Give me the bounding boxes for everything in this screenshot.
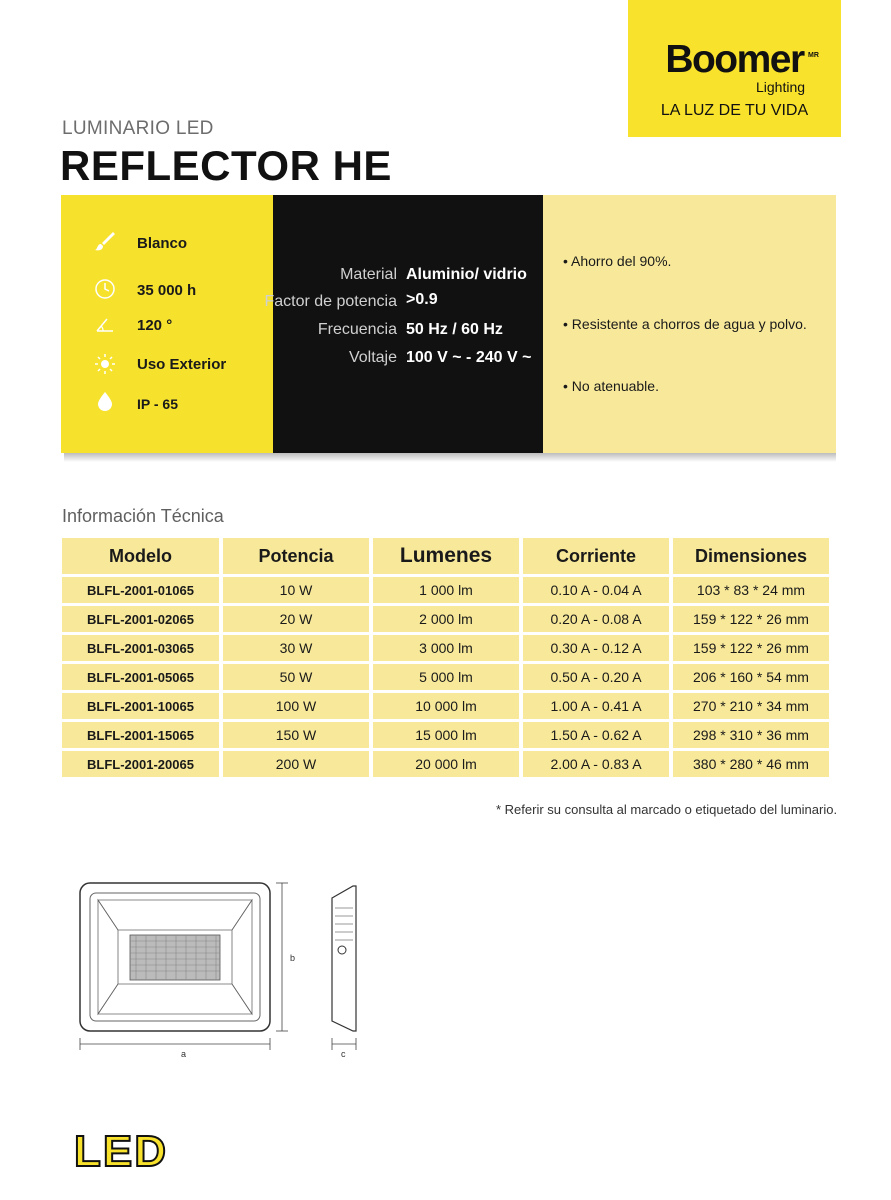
spec-table: [62, 535, 829, 780]
cell-dimensions: 159 * 122 * 26 mm: [669, 606, 829, 632]
table-row: [62, 751, 829, 777]
clock-icon: [94, 278, 116, 300]
table-row: [62, 664, 829, 690]
dimension-drawing: [70, 878, 380, 1078]
cell-lumens: 5 000 lm: [369, 664, 519, 690]
cell-power: 100 W: [219, 693, 369, 719]
benefit-item: • Resistente a chorros de agua y polvo.: [563, 316, 807, 332]
feature-lifetime: 35 000 h: [137, 282, 197, 299]
cell-dimensions: 159 * 122 * 26 mm: [669, 635, 829, 661]
spec-value-voltage: 100 V ~ - 240 V ~: [406, 349, 532, 366]
cell-lumens: 1 000 lm: [369, 577, 519, 603]
cell-lumens: 20 000 lm: [369, 751, 519, 777]
table-row: [62, 693, 829, 719]
sun-icon: [94, 353, 116, 375]
cell-current: 0.20 A - 0.08 A: [519, 606, 669, 632]
table-header-row: [62, 538, 829, 574]
band-shadow: [64, 452, 836, 462]
cell-model: BLFL-2001-15065: [62, 722, 219, 748]
cell-dimensions: 103 * 83 * 24 mm: [669, 577, 829, 603]
table-row: [62, 722, 829, 748]
feature-color: Blanco: [137, 235, 188, 252]
spec-label-frequency: Frecuencia: [317, 321, 397, 338]
table-heading: Información Técnica: [62, 506, 224, 526]
cell-dimensions: 270 * 210 * 34 mm: [669, 693, 829, 719]
cell-current: 0.30 A - 0.12 A: [519, 635, 669, 661]
side-view-drawing: [332, 886, 356, 1050]
front-view-drawing: [80, 883, 288, 1050]
table-footnote: * Referir su consulta al marcado o etiquetado del luminario.: [496, 802, 838, 817]
cell-model: BLFL-2001-20065: [62, 751, 219, 777]
cell-power: 10 W: [219, 577, 369, 603]
col-header-lumens: Lumenes: [369, 538, 519, 574]
cell-current: 1.00 A - 0.41 A: [519, 693, 669, 719]
features-panel: [61, 195, 273, 453]
table-row: [62, 606, 829, 632]
water-drop-icon: [94, 390, 116, 412]
cell-model: BLFL-2001-10065: [62, 693, 219, 719]
led-logo-text: LED: [74, 1128, 168, 1172]
cell-current: 2.00 A - 0.83 A: [519, 751, 669, 777]
cell-lumens: 2 000 lm: [369, 606, 519, 632]
cell-current: 0.50 A - 0.20 A: [519, 664, 669, 690]
brand-mark: MR: [808, 52, 819, 59]
product-title: REFLECTOR HE: [60, 142, 392, 189]
spec-value-material: Aluminio/ vidrio: [406, 266, 527, 283]
table-row: [62, 577, 829, 603]
cell-model: BLFL-2001-02065: [62, 606, 219, 632]
cell-lumens: 3 000 lm: [369, 635, 519, 661]
brand-tagline: LA LUZ DE TU VIDA: [660, 102, 809, 119]
cell-power: 150 W: [219, 722, 369, 748]
col-header-dimensions: Dimensiones: [669, 538, 829, 574]
cell-power: 200 W: [219, 751, 369, 777]
dim-label-b: b: [290, 953, 296, 963]
cell-current: 1.50 A - 0.62 A: [519, 722, 669, 748]
dim-label-c: c: [341, 1049, 346, 1059]
brand-name: Boomer: [665, 38, 804, 81]
spec-value-frequency: 50 Hz / 60 Hz: [406, 321, 503, 338]
brand-box: [628, 0, 841, 137]
cell-lumens: 15 000 lm: [369, 722, 519, 748]
table-row: [62, 635, 829, 661]
benefits-panel: [543, 195, 836, 453]
feature-angle: 120 °: [137, 317, 173, 334]
cell-power: 20 W: [219, 606, 369, 632]
cell-model: BLFL-2001-03065: [62, 635, 219, 661]
cell-dimensions: 206 * 160 * 54 mm: [669, 664, 829, 690]
col-header-power: Potencia: [219, 538, 369, 574]
spec-value-power-factor: >0.9: [406, 291, 438, 308]
cell-dimensions: 380 * 280 * 46 mm: [669, 751, 829, 777]
spec-label-material: Material: [340, 266, 397, 283]
col-header-current: Corriente: [519, 538, 669, 574]
dim-label-a: a: [181, 1049, 187, 1059]
feature-use: Uso Exterior: [137, 356, 227, 373]
cell-model: BLFL-2001-05065: [62, 664, 219, 690]
cell-power: 30 W: [219, 635, 369, 661]
benefit-item: • Ahorro del 90%.: [563, 253, 672, 269]
cell-lumens: 10 000 lm: [369, 693, 519, 719]
benefit-item: • No atenuable.: [563, 378, 659, 394]
col-header-model: Modelo: [62, 538, 219, 574]
cell-dimensions: 298 * 310 * 36 mm: [669, 722, 829, 748]
angle-icon: [94, 313, 116, 335]
cell-power: 50 W: [219, 664, 369, 690]
brand-sub: Lighting: [756, 79, 806, 95]
spec-label-voltage: Voltaje: [348, 349, 397, 366]
led-logo: [72, 1128, 190, 1172]
cell-model: BLFL-2001-01065: [62, 577, 219, 603]
feature-ip: IP - 65: [137, 396, 178, 412]
product-subtitle: LUMINARIO LED: [62, 118, 214, 139]
brush-icon: [94, 230, 116, 252]
specs-panel: [264, 195, 543, 453]
cell-current: 0.10 A - 0.04 A: [519, 577, 669, 603]
spec-label-power-factor: Factor de potencia: [264, 293, 397, 310]
